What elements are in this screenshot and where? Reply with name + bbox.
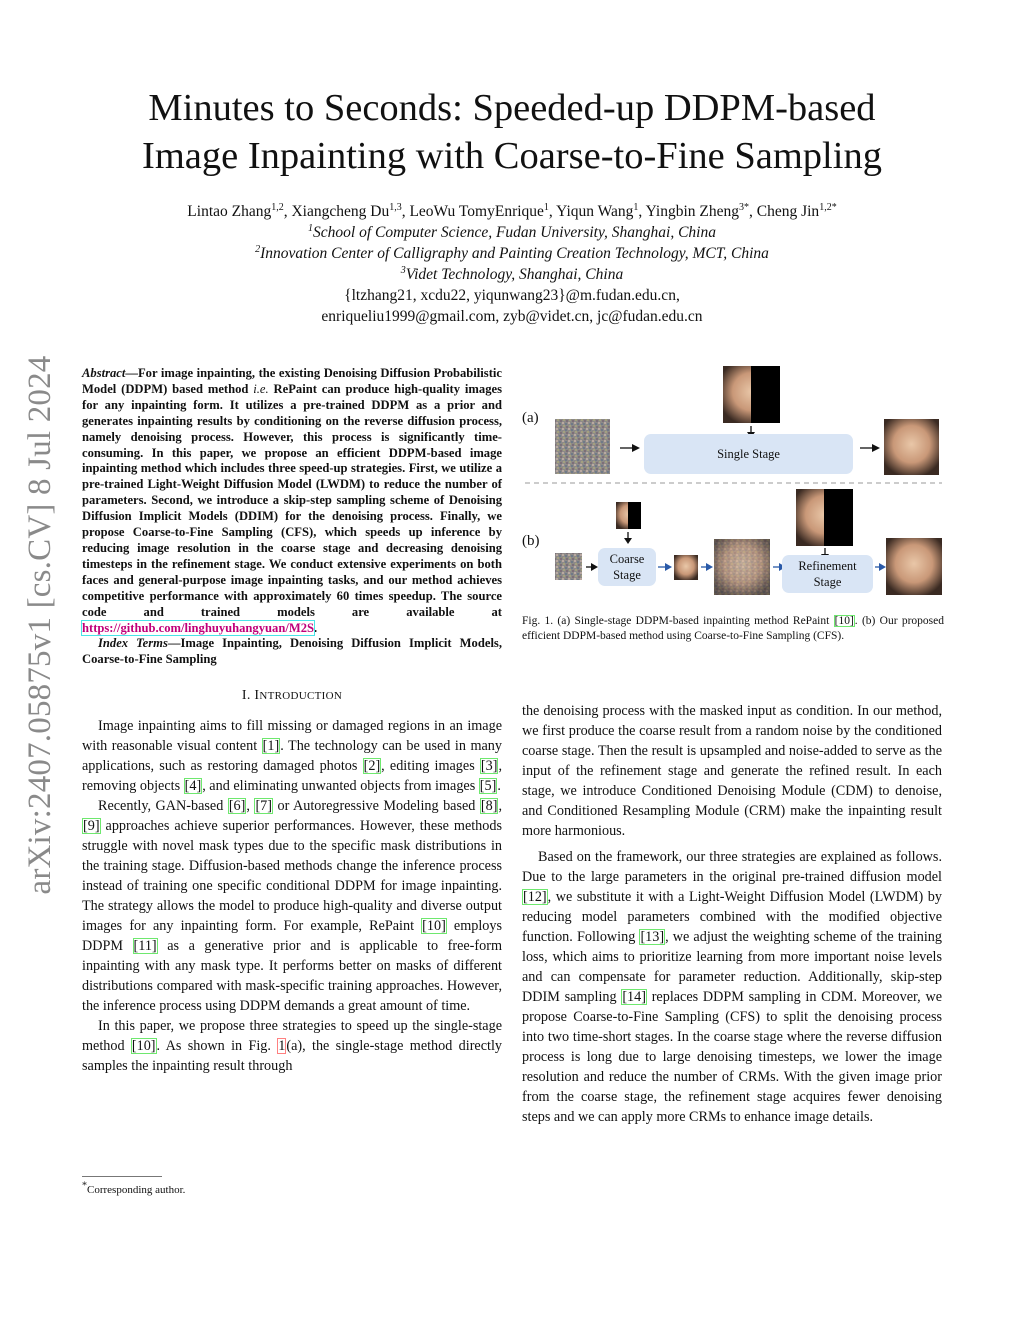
author-block (60, 201, 964, 327)
result-face-image (884, 419, 939, 475)
refinement-stage-box: Refinement Stage (782, 555, 873, 593)
arrowhead (872, 444, 880, 452)
affiliation: $^1$School of Computer Science, Fudan University, Shanghai, China (308, 222, 716, 241)
intro-paragraph: Recently, GAN-based [6], [7] or Autoregressive Modeling based [8], [9] approaches achieve superior performances. However, these methods struggle with novel mask types due to the specific mask distributions in the training stage. Diffusion-based methods change the inference process instead of training one specific conditional DDPM for image inpainting. The strategy allows the model to produce high-quality and diverse output images for any inpainting form. For example, RePaint [10] employs DDPM [11] as a generative prior and is applicable to free-form inpainting with any mask type. It performs better on masks of different distributions compared with mask-specific training approaches. However, the inference process using DDPM demands a great amount of time. (82, 798, 503, 1015)
citation-link[interactable]: [4] (184, 778, 202, 795)
body-paragraph: the denoising process with the masked input as condition. In our method, we first produce the coarse result from a random noise by the conditioned coarse stage. Then the result is upsampled and noise-added to serve as the input of the refinement stage and generate the refined result. In each stage, we introduce Conditioned Denoising Module (CDM) to denoise, and Conditioned Resampling Module (CRM) make the inpainting result more harmonious. (522, 703, 942, 839)
section-heading: I. INTRODUCTION (241, 688, 343, 704)
right-column (522, 701, 942, 1127)
arrowhead (879, 563, 886, 571)
left-column (82, 366, 502, 1076)
affiliation: $^3$Videt Technology, Shanghai, China (400, 264, 624, 283)
citation-link[interactable]: [6] (228, 798, 246, 815)
citation-link[interactable]: [2] (363, 758, 381, 775)
author: Yiqun Wang$^1$, (556, 201, 646, 220)
body-paragraph: Based on the framework, our three strategies are explained as follows. Due to the large parameters in the original pre-trained diffusion model [12], we substitute it with a Light-Weight Diffusion Model (LWDM) by reducing model parameters combined with the modified objective function. Following [13], we adjust the weighting scheme of the training loss, which aims to prioritize learning from more important noise levels and can compensate for parameter reduction. Additionally, skip-step DDIM sampling [14] replaces DDPM sampling in CDM. Moreover, we propose Coarse-to-Fine Sampling (CFS) to split the denoising process into two time-short stages. In the coarse stage where the reverse diffusion process is long due to large denoising timesteps, we lower the image resolution and reduce the number of CRMs. With the given image prior from the coarse stage, the refinement stage acquires fewer denoising steps and we can apply more CRMs to enhance image details. (522, 849, 942, 1125)
index-terms: Index Terms—Image Inpainting, Denoising Diffusion Implicit Models, Coarse-to-Fine Sampling (82, 636, 502, 667)
arrowhead (665, 563, 672, 571)
figure-label-a: (a) (522, 410, 539, 426)
citation-link[interactable]: [10] (131, 1038, 156, 1055)
author: Cheng Jin$^{1,2*}$ (756, 201, 837, 220)
title-line-2: Image Inpainting with Coarse-to-Fine Sampling (142, 135, 882, 177)
citation-link[interactable]: [5] (479, 778, 497, 795)
footnote-rule (82, 1176, 162, 1177)
citation-link[interactable]: [8] (480, 798, 498, 815)
author: Lintao Zhang$^{1,2}$, (187, 201, 292, 220)
citation-link[interactable]: [13] (640, 929, 665, 945)
figure-1 (520, 362, 944, 612)
coarse-stage-box: Coarse Stage (598, 548, 656, 586)
coarse-result-image (674, 555, 698, 580)
noise-image (555, 419, 610, 474)
figure-label-b: (b) (522, 533, 540, 549)
affiliation: $^2$Innovation Center of Calligraphy and Painting Creation Technology, MCT, China (255, 243, 769, 262)
email-line: enriqueliu1999@gmail.com, zyb@videt.cn, jc@fudan.edu.cn (321, 308, 703, 325)
title-line-1: Minutes to Seconds: Speeded-up DDPM-based (148, 87, 876, 129)
email-line: {ltzhang21, xcdu22, yiqunwang23}@m.fudan.edu.cn, (344, 287, 680, 304)
citation-link[interactable]: [3] (480, 758, 498, 775)
intro-paragraph: In this paper, we propose three strategies to speed up the single-stage method [10]. As shown in Fig. 1(a), the single-stage method directly samples the inpainting result through (82, 1018, 502, 1075)
arrowhead (624, 538, 632, 544)
author: LeoWu TomyEnrique$^1$, (409, 201, 557, 220)
citation-link[interactable]: [14] (622, 989, 646, 1005)
figure-link[interactable]: 1 (278, 1038, 286, 1055)
author: Yingbin Zheng$^{3*}$, (645, 201, 757, 220)
citation-link[interactable]: [10] (834, 615, 854, 627)
citation-link[interactable]: [11] (133, 938, 157, 955)
noise-image (555, 553, 582, 580)
citation-link[interactable]: [10] (422, 918, 446, 935)
intro-paragraph: Image inpainting aims to fill missing or damaged regions in an image with reasonable visual content [1]. The technology can be used in many applications, such as restoring damaged photos [2], editing images [3], removing objects [4], and eliminating unwanted objects from images [5]. (82, 718, 503, 795)
citation-link[interactable]: [1] (262, 738, 280, 755)
mask-region (824, 489, 853, 546)
paper-title (80, 84, 944, 180)
arrowhead (706, 563, 713, 571)
figure-caption: Fig. 1. (a) Single-stage DDPM-based inpainting method RePaint [10]. (b) Our proposed efficient DDPM-based method using Coarse-to-Fine Sampling (CFS). (522, 615, 944, 642)
footnote: *Corresponding author. (82, 1180, 186, 1196)
refined-result-image (886, 538, 942, 595)
citation-link[interactable]: [7] (255, 798, 272, 815)
single-stage-box: Single Stage (644, 434, 853, 474)
mask-region (628, 502, 641, 529)
citation-link[interactable]: [12] (523, 889, 547, 905)
arrowhead (591, 563, 598, 571)
author: Xiangcheng Du$^{1,3}$, (291, 201, 410, 220)
citation-link[interactable]: [9] (83, 818, 100, 835)
arrowhead (632, 444, 640, 452)
abstract: Abstract—For image inpainting, the existing Denoising Diffusion Probabilistic Model (DDPM) based method i.e. RePaint can produce high-quality images for any inpainting form. It utilizes a pre-trained DDPM as a prior and generates inpainting results by conditioning on the reverse diffusion process, namely denoising process. However, this process is significantly time-consuming. In this paper, we propose an efficient DDPM-based image inpainting method which includes three speed-up strategies. First, we utilize a pre-trained Light-Weight Diffusion Model (LWDM) to reduce the number of parameters. Second, we introduce a skip-step sampling scheme of Denoising Diffusion Implicit Models (DDIM) for the denoising process. Finally, we propose Coarse-to-Fine Sampling (CFS), which speeds up inference by reducing image resolution in the coarse stage and decreasing denoising timesteps in the refinement stage. We conduct extensive experiments on both faces and general-purpose image inpainting tasks, and our method achieves competitive performance with approximately 60 times speedup. The source code and trained models are available at https://github.com/linghuyuhangyuan/M2S. (82, 366, 502, 635)
code-link[interactable]: https://github.com/linghuyuhangyuan/M2S (82, 620, 315, 635)
mask-region (751, 366, 780, 423)
figure-graphic (520, 362, 944, 612)
author-list (60, 201, 964, 222)
arxiv-stamp: arXiv:2407.05875v1 [cs.CV] 8 Jul 2024 (22, 355, 58, 895)
